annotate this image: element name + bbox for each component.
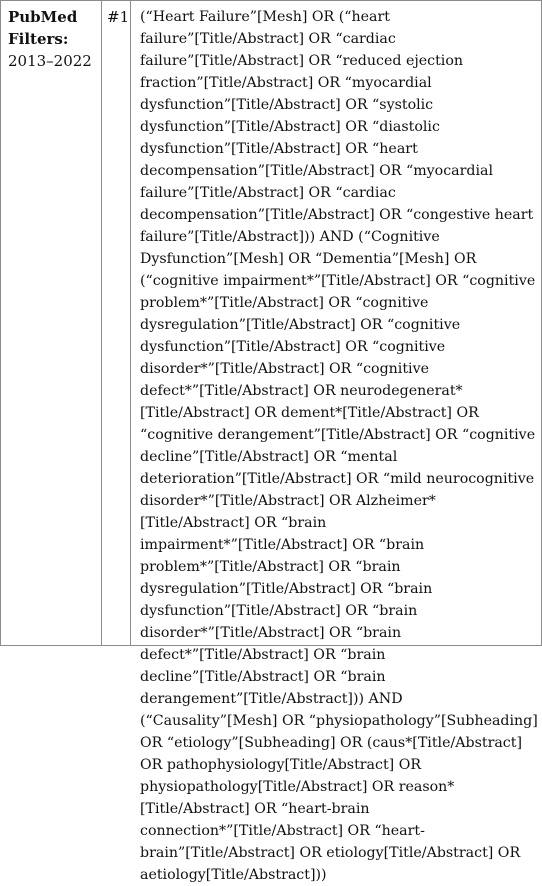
database-name-line2: Filters: — [8, 30, 69, 48]
search-number: #1 — [107, 8, 130, 26]
database-filter-range: 2013–2022 — [8, 52, 92, 70]
search-number-cell — [102, 1, 131, 645]
search-query-cell — [131, 1, 541, 883]
database-cell — [1, 1, 102, 645]
database-name-line1: PubMed — [8, 8, 78, 26]
search-query-text: (“Heart Failure”[Mesh] OR (“heart failure”[Title/Abstract] OR “cardiac failure”[Title/Abstract] OR “reduced ejection fraction”[Title/Abstract] OR “myocardial dysfunction”[Title/Abstract] OR “systolic dysfunction”[Title/Abstract] OR “diastolic dysfunction”[Title/Abstract] OR “heart decompensation”[Title/Abstract] OR “myocardial failure”[Title/Abstract] OR “cardiac decompensation”[Title/Abstract] OR “congestive heart failure”[Title/Abstract])) AND (“Cognitive Dysfunction”[Mesh] OR “Dementia”[Mesh] OR (“cognitive impairment*”[Title/Abstract] OR “cognitive problem*”[Title/Abstract] OR “cognitive dysregulation”[Title/Abstract] OR “cognitive dysfunction”[Title/Abstract] OR “cognitive disorder*”[Title/Abstract] OR “cognitive defect*”[Title/Abstract] OR neurodegenerat*[Title/Abstract] OR dement*[Title/Abstract] OR “cognitive derangement”[Title/Abstract] OR “cognitive decline”[Title/Abstract] OR “mental deterioration”[Title/Abstract] OR “mild neurocognitive disorder*”[Title/Abstract] OR Alzheimer*[Title/Abstract] OR “brain impairment*”[Title/Abstract] OR “brain problem*”[Title/Abstract] OR “brain dysregulation”[Title/Abstract] OR “brain dysfunction”[Title/Abstract] OR “brain disorder*”[Title/Abstract] OR “brain defect*”[Title/Abstract] OR “brain decline”[Title/Abstract] OR “brain derangement”[Title/Abstract])) AND (“Causality”[Mesh] OR “physiopathology”[Subheading] OR “etiology”[Subheading] OR (caus*[Title/Abstract] OR pathophysiology[Title/Abstract] OR physiopathology[Title/Abstract] OR reason*[Title/Abstract] OR “heart-brain connection*”[Title/Abstract] OR “heart-brain”[Title/Abstract] OR etiology[Title/Abstract] OR aetiology[Title/Abstract])) — [140, 9, 538, 883]
